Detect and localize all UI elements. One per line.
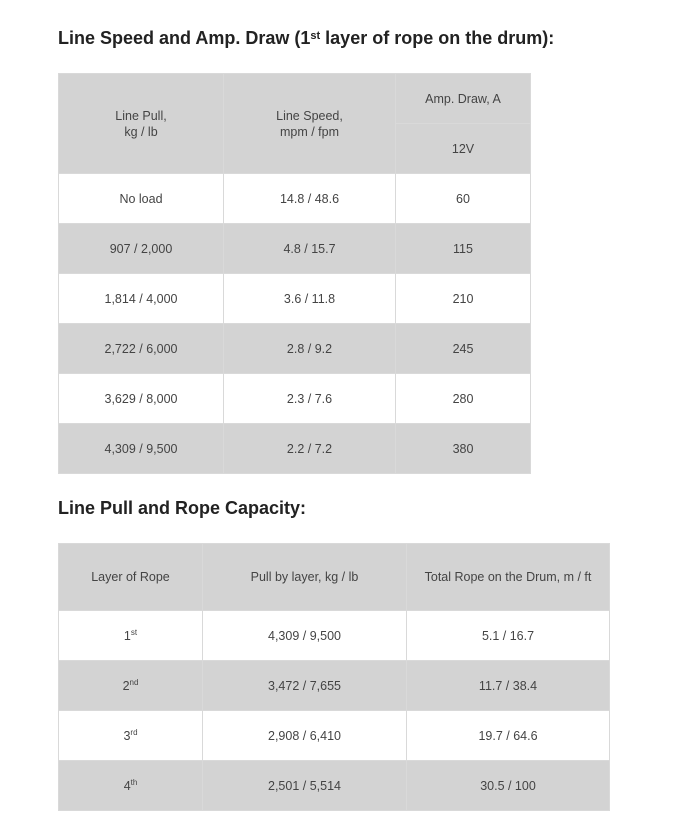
cell-amp-draw: 115	[396, 224, 531, 274]
table-row	[59, 661, 610, 711]
cell-line-pull: 1,814 / 4,000	[59, 274, 224, 324]
cell-total-rope: 11.7 / 38.4	[407, 661, 610, 711]
table-row	[59, 761, 610, 811]
cell-amp-draw: 380	[396, 424, 531, 474]
capacity-table-heading: Line Pull and Rope Capacity:	[58, 498, 307, 518]
header-total-rope: Total Rope on the Drum, m / ft	[407, 544, 610, 611]
header-voltage: 12V	[396, 124, 531, 174]
cell-amp-draw: 280	[396, 374, 531, 424]
table-row	[59, 611, 610, 661]
cell-pull-by-layer: 4,309 / 9,500	[203, 611, 407, 661]
table-row	[59, 374, 531, 424]
cell-line-speed: 4.8 / 15.7	[224, 224, 396, 274]
cell-line-pull: 4,309 / 9,500	[59, 424, 224, 474]
cell-pull-by-layer: 3,472 / 7,655	[203, 661, 407, 711]
cell-layer: 2nd	[59, 661, 203, 711]
cell-total-rope: 30.5 / 100	[407, 761, 610, 811]
cell-line-speed: 2.2 / 7.2	[224, 424, 396, 474]
cell-line-speed: 14.8 / 48.6	[224, 174, 396, 224]
cell-layer: 1st	[59, 611, 203, 661]
header-amp-draw: Amp. Draw, A	[396, 74, 531, 124]
cell-line-pull: No load	[59, 174, 224, 224]
table-row	[59, 711, 610, 761]
cell-layer: 4th	[59, 761, 203, 811]
cell-pull-by-layer: 2,908 / 6,410	[203, 711, 407, 761]
table-row	[59, 424, 531, 474]
header-pull-by-layer: Pull by layer, kg / lb	[203, 544, 407, 611]
header-line-pull: Line Pull, kg / lb	[59, 74, 224, 174]
cell-amp-draw: 210	[396, 274, 531, 324]
cell-line-pull: 907 / 2,000	[59, 224, 224, 274]
cell-line-pull: 2,722 / 6,000	[59, 324, 224, 374]
table-row	[59, 174, 531, 224]
cell-pull-by-layer: 2,501 / 5,514	[203, 761, 407, 811]
cell-total-rope: 5.1 / 16.7	[407, 611, 610, 661]
cell-layer: 3rd	[59, 711, 203, 761]
line-speed-amp-table	[58, 73, 531, 474]
header-layer-of-rope: Layer of Rope	[59, 544, 203, 611]
cell-line-pull: 3,629 / 8,000	[59, 374, 224, 424]
table-row	[59, 324, 531, 374]
cell-line-speed: 2.8 / 9.2	[224, 324, 396, 374]
cell-line-speed: 2.3 / 7.6	[224, 374, 396, 424]
cell-amp-draw: 245	[396, 324, 531, 374]
table-row	[59, 224, 531, 274]
cell-line-speed: 3.6 / 11.8	[224, 274, 396, 324]
speed-table-heading: Line Speed and Amp. Draw (1st layer of rope on the drum):	[58, 28, 555, 48]
cell-total-rope: 19.7 / 64.6	[407, 711, 610, 761]
table-row	[59, 274, 531, 324]
header-line-speed: Line Speed, mpm / fpm	[224, 74, 396, 174]
cell-amp-draw: 60	[396, 174, 531, 224]
rope-capacity-table	[58, 543, 610, 811]
